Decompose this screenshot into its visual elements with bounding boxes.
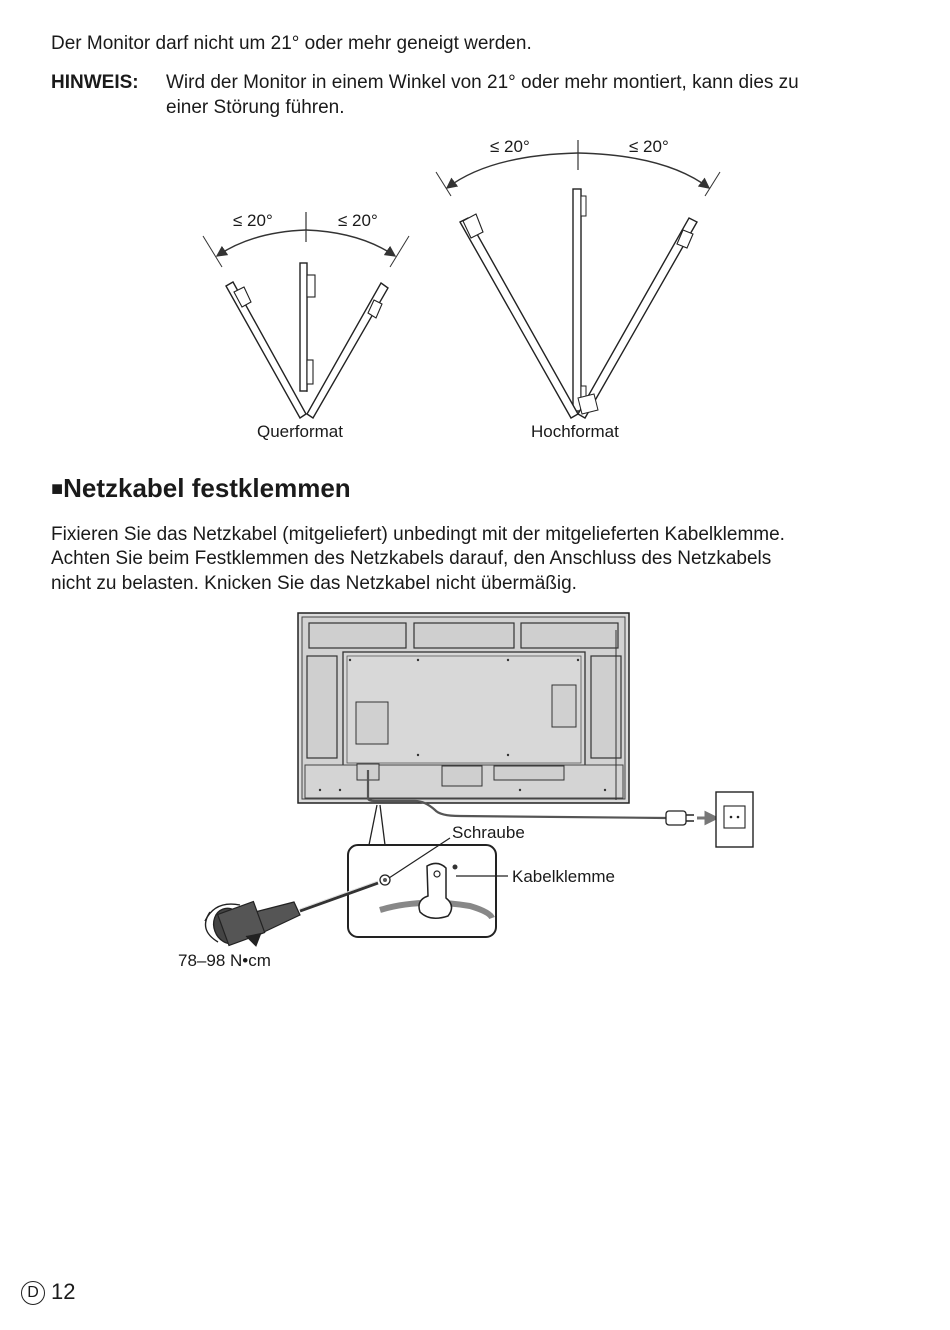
zoom-callout-box [348, 845, 496, 937]
power-plug-icon [666, 811, 694, 825]
monitor-back-illustration [298, 613, 629, 803]
note-line-2: einer Störung führen. [166, 97, 345, 118]
screw-icon [380, 875, 390, 885]
section-title-text: Netzkabel festklemmen [63, 473, 351, 503]
cable-clamp-icon [419, 863, 452, 918]
cable-zoomed [380, 903, 492, 918]
section-para-line-2: Achten Sie beim Festklemmen des Netzkabels darauf, den Anschluss des Netzkabels [51, 548, 772, 569]
note-label: HINWEIS: [51, 72, 139, 93]
section-bullet: ■ [51, 478, 64, 500]
landscape-tilt-diagram [203, 212, 409, 418]
rotation-arrow-icon [205, 904, 240, 921]
angle-label-portrait-left: ≤ 20° [490, 137, 530, 156]
screwdriver-icon [206, 881, 379, 948]
label-torque: 78–98 N•cm [178, 951, 271, 970]
page-number: 12 [51, 1279, 76, 1304]
language-badge: D [21, 1281, 45, 1305]
angle-label-landscape-left: ≤ 20° [233, 211, 273, 230]
intro-text: Der Monitor darf nicht um 21° oder mehr geneigt werden. [51, 33, 532, 54]
note-line-1: Wird der Monitor in einem Winkel von 21° oder mehr montiert, kann dies zu [166, 72, 799, 93]
angle-label-portrait-right: ≤ 20° [629, 137, 669, 156]
caption-portrait: Hochformat [531, 422, 619, 441]
angle-label-landscape-right: ≤ 20° [338, 211, 378, 230]
wall-outlet-icon [716, 792, 753, 847]
label-cable-clamp: Kabelklemme [512, 867, 615, 886]
tilt-angle-figure [0, 0, 950, 460]
section-para-line-1: Fixieren Sie das Netzkabel (mitgeliefert) unbedingt mit der mitgelieferten Kabelklemme. [51, 524, 785, 545]
section-para-line-3: nicht zu belasten. Knicken Sie das Netzkabel nicht übermäßig. [51, 573, 577, 594]
caption-landscape: Querformat [257, 422, 343, 441]
label-screw: Schraube [452, 823, 525, 842]
section-title [51, 473, 351, 506]
plug-in-arrow-icon [697, 813, 716, 823]
power-cable [368, 770, 666, 818]
portrait-tilt-diagram [436, 140, 720, 418]
